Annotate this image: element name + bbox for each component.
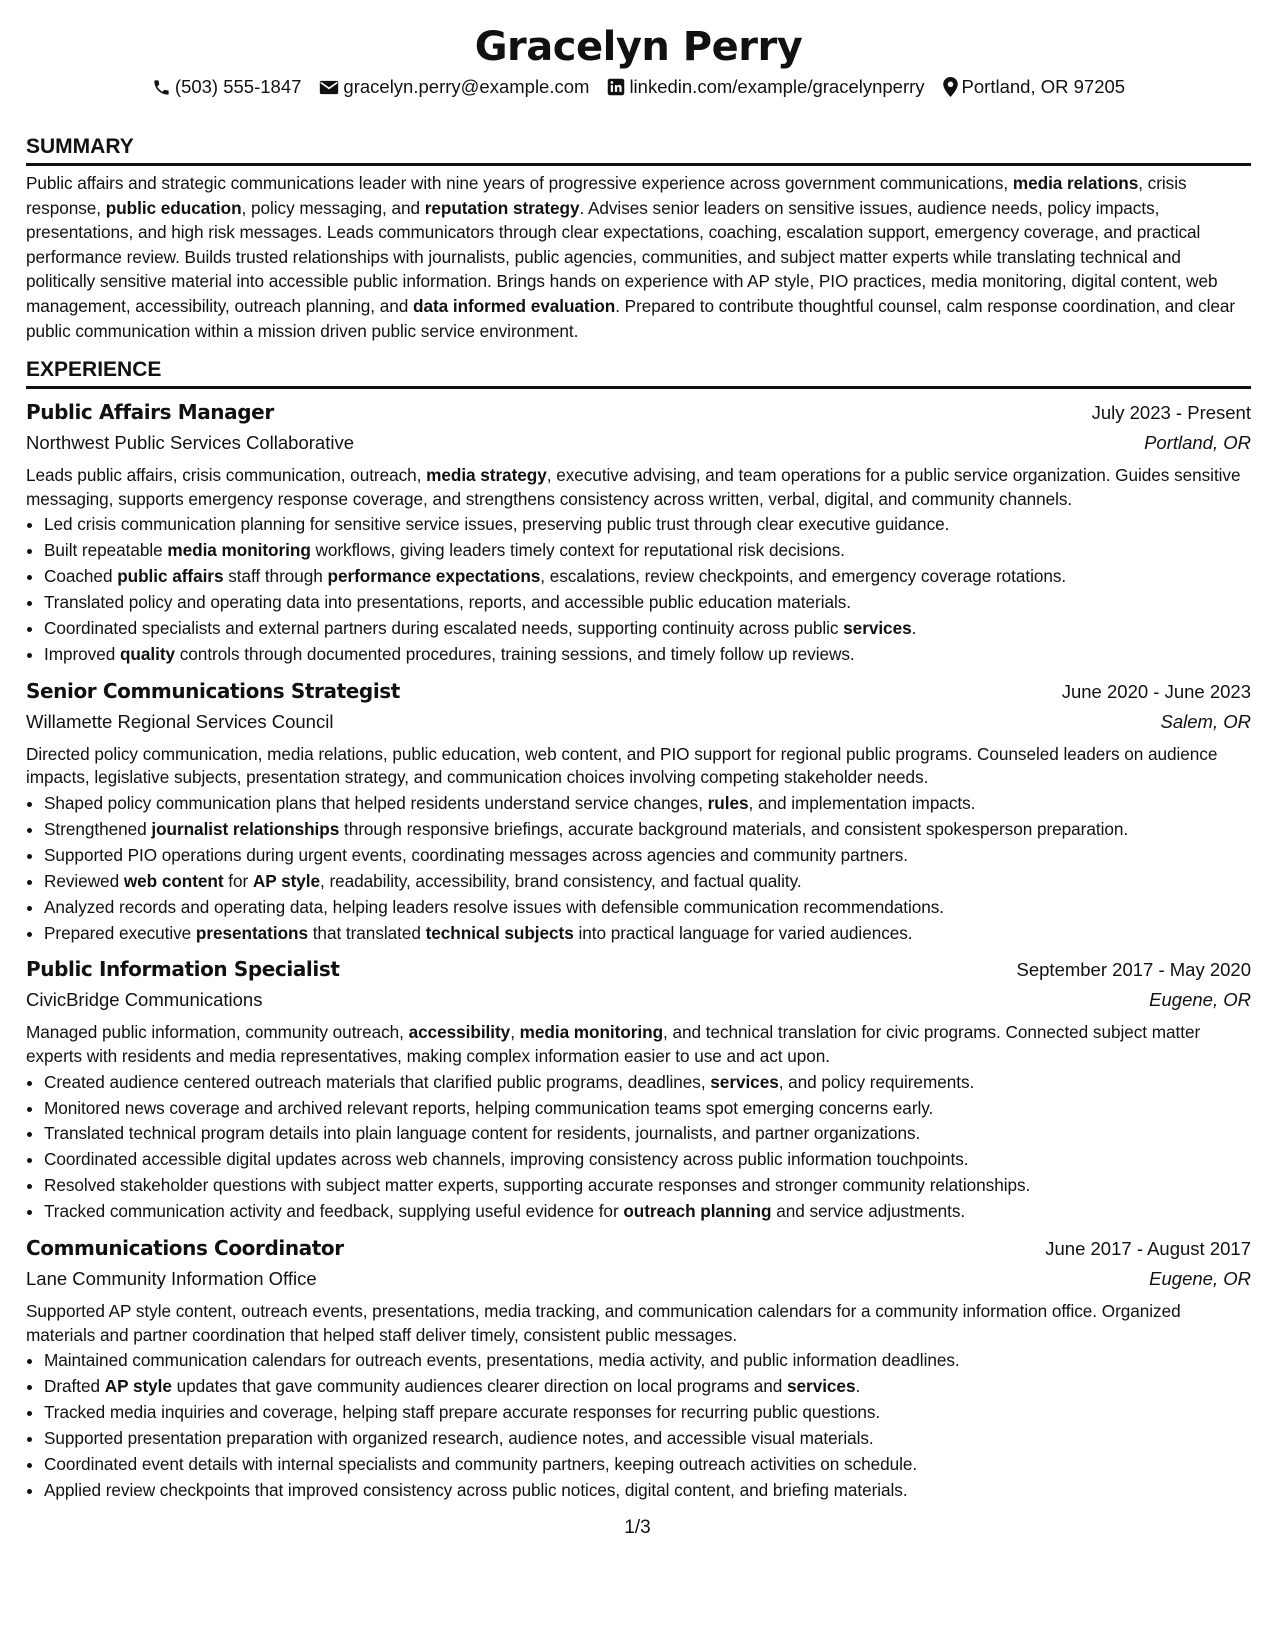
bold-keyword: accessibility xyxy=(408,1022,511,1043)
contact-location xyxy=(943,74,1126,100)
map-pin-icon xyxy=(943,77,958,97)
bold-keyword: data informed evaluation xyxy=(413,295,616,316)
bold-keyword: media relations xyxy=(1012,173,1139,193)
bullet-item: • Resolved stakeholder questions with subject matter experts, supporting accurate responses and stronger community relationships. xyxy=(44,1173,1251,1199)
bold-keyword: services xyxy=(843,617,912,638)
summary-heading: SUMMARY xyxy=(26,134,1251,166)
bold-keyword: AP style xyxy=(252,870,321,891)
bold-keyword: outreach planning xyxy=(623,1201,772,1222)
bold-keyword: presentations xyxy=(195,922,308,943)
bold-keyword: reputation strategy xyxy=(424,197,580,218)
bold-keyword: rules xyxy=(707,792,749,813)
bullet-item: • Built repeatable media monitoring workflows, giving leaders timely context for reputational risk decisions. xyxy=(44,538,1251,564)
job-description: Directed policy communication, media relations, public education, web content, and PIO support for regional public programs. Counseled leaders on audience impacts, legislative subjects, presentation strategy, and communication choices involving competing stakeholder needs. xyxy=(26,743,1218,788)
job-bullets xyxy=(26,791,1251,946)
bold-keyword: media monitoring xyxy=(519,1022,664,1043)
experience-section xyxy=(26,357,1251,1504)
contact-bar xyxy=(26,74,1251,100)
bullet-item: • Applied review checkpoints that improved consistency across public notices, digital content, and briefing materials. xyxy=(44,1478,1251,1504)
resume-page xyxy=(26,20,1251,1504)
job-bullets xyxy=(26,1070,1251,1225)
job-location: Portland, OR xyxy=(1144,432,1251,454)
job-organization: Lane Community Information Office xyxy=(26,1268,317,1290)
job-entry xyxy=(26,1233,1251,1504)
job-dates: July 2023 - Present xyxy=(1091,402,1251,424)
bullet-item: • Strengthened journalist relationships through responsive briefings, accurate background materials, and consistent spokesperson preparation. xyxy=(44,817,1251,843)
bullet-item: • Supported presentation preparation with organized research, audience notes, and accessible visual materials. xyxy=(44,1426,1251,1452)
bold-keyword: media strategy xyxy=(426,465,547,486)
job-location: Eugene, OR xyxy=(1149,989,1251,1011)
email-address[interactable]: gracelyn.perry@example.com xyxy=(343,76,590,97)
bold-keyword: web content xyxy=(123,870,224,891)
bold-keyword: services xyxy=(710,1071,779,1092)
bullet-item: • Maintained communication calendars for outreach events, presentations, media activity, and public information deadlines. xyxy=(44,1348,1251,1374)
bullet-item: • Coordinated specialists and external partners during escalated needs, supporting continuity across public services. xyxy=(44,616,1251,642)
job-description: Supported AP style content, outreach events, presentations, media tracking, and communication calendars for a community information office. Organized materials and partner coordination that helped staff deliver timely, consistent public messages. xyxy=(26,1301,1181,1345)
job-description: Leads public affairs, crisis communication, outreach, media strategy, executive advising, and team operations for a public service organization. Guides sensitive messaging, supports emergency response coverage, and strengthens consistency across written, verbal, digital, and community channels. xyxy=(26,465,1241,509)
job-entry xyxy=(26,397,1251,668)
bold-keyword: services xyxy=(787,1376,856,1397)
summary-text: Public affairs and strategic communications leader with nine years of progressive experience across government communications, media relations, crisis response, public education, policy messaging, and reputation strategy. Advises senior leaders on sensitive issues, audience needs, policy impacts, presentations, and high risk messages. Leads communicators through clear expectations, coaching, escalation support, emergency coverage, and practical performance review. Builds trusted relationships with journalists, public agencies, communities, and subject matter experts while translating technical and politically sensitive material into accessible public information. Brings hands on experience with AP style, PIO practices, media monitoring, digital content, web management, accessibility, outreach planning, and data informed evaluation. Prepared to contribute thoughtful counsel, calm response coordination, and clear public communication within a mission driven public service environment. xyxy=(26,173,1236,341)
bold-keyword: quality xyxy=(119,643,176,664)
envelope-icon xyxy=(319,79,339,96)
bold-keyword: AP style xyxy=(104,1376,172,1397)
job-location: Salem, OR xyxy=(1160,710,1251,732)
job-organization: Willamette Regional Services Council xyxy=(26,710,334,732)
bullet-item: • Led crisis communication planning for sensitive service issues, preserving public trust through clear executive guidance. xyxy=(44,512,1251,538)
job-title: Senior Communications Strategist xyxy=(26,678,400,703)
bold-keyword: performance expectations xyxy=(327,566,541,587)
linkedin-icon xyxy=(607,78,625,96)
bold-keyword: public education xyxy=(105,197,242,218)
bold-keyword: media monitoring xyxy=(167,540,311,561)
job-dates: September 2017 - May 2020 xyxy=(1016,959,1251,981)
job-location: Eugene, OR xyxy=(1149,1268,1251,1290)
bullet-item: • Shaped policy communication plans that helped residents understand service changes, rules, and implementation impacts. xyxy=(44,791,1251,817)
job-dates: June 2017 - August 2017 xyxy=(1045,1238,1251,1260)
bullet-item: • Improved quality controls through documented procedures, training sessions, and timely follow up reviews. xyxy=(44,642,1251,668)
bullet-item: • Prepared executive presentations that translated technical subjects into practical language for varied audiences. xyxy=(44,921,1251,947)
page-number: 1/3 xyxy=(624,1517,651,1538)
bullet-item: • Tracked media inquiries and coverage, helping staff prepare accurate responses for recurring public questions. xyxy=(44,1400,1251,1426)
bullet-item: • Reviewed web content for AP style, readability, accessibility, brand consistency, and factual quality. xyxy=(44,869,1251,895)
bullet-item: • Drafted AP style updates that gave community audiences clearer direction on local programs and services. xyxy=(44,1374,1251,1400)
experience-heading: EXPERIENCE xyxy=(26,357,1251,389)
bullet-item: • Coordinated event details with internal specialists and community partners, keeping outreach activities on schedule. xyxy=(44,1452,1251,1478)
bold-keyword: public affairs xyxy=(117,566,224,587)
job-title: Public Affairs Manager xyxy=(26,400,274,425)
bullet-item: • Supported PIO operations during urgent events, coordinating messages across agencies and community partners. xyxy=(44,843,1251,869)
contact-email xyxy=(319,74,589,100)
linkedin-url[interactable]: linkedin.com/example/gracelynperry xyxy=(629,76,925,97)
job-organization: CivicBridge Communications xyxy=(26,989,263,1011)
bullet-item: • Created audience centered outreach materials that clarified public programs, deadlines, services, and policy requirements. xyxy=(44,1070,1251,1096)
job-dates: June 2020 - June 2023 xyxy=(1061,680,1251,702)
job-title: Public Information Specialist xyxy=(26,957,340,982)
contact-linkedin xyxy=(607,74,924,100)
job-title: Communications Coordinator xyxy=(26,1236,344,1261)
contact-phone xyxy=(152,74,302,100)
phone-icon xyxy=(152,78,171,97)
location-text: Portland, OR 97205 xyxy=(961,76,1126,97)
bullet-item: • Analyzed records and operating data, helping leaders resolve issues with defensible communication recommendations. xyxy=(44,895,1251,921)
job-entry xyxy=(26,676,1251,947)
job-organization: Northwest Public Services Collaborative xyxy=(26,432,354,454)
bold-keyword: technical subjects xyxy=(425,922,574,943)
job-bullets xyxy=(26,512,1251,667)
phone-number[interactable]: (503) 555-1847 xyxy=(174,76,302,97)
job-entry xyxy=(26,954,1251,1225)
bullet-item: • Translated policy and operating data into presentations, reports, and accessible public education materials. xyxy=(44,590,1251,616)
job-description: Managed public information, community outreach, accessibility, media monitoring, and technical translation for civic programs. Connected subject matter experts with residents and media representatives, making complex information easier to use and act upon. xyxy=(26,1022,1201,1066)
bold-keyword: journalist relationships xyxy=(151,818,340,839)
bullet-item: • Tracked communication activity and feedback, supplying useful evidence for outreach planning and service adjustments. xyxy=(44,1199,1251,1225)
summary-section xyxy=(26,134,1251,343)
job-bullets xyxy=(26,1348,1251,1503)
candidate-name: Gracelyn Perry xyxy=(474,24,803,70)
bullet-item: • Coached public affairs staff through performance expectations, escalations, review checkpoints, and emergency coverage rotations. xyxy=(44,564,1251,590)
bullet-item: • Monitored news coverage and archived relevant reports, helping communication teams spot emerging concerns early. xyxy=(44,1096,1251,1122)
bullet-item: • Coordinated accessible digital updates across web channels, improving consistency across public information touchpoints. xyxy=(44,1147,1251,1173)
bullet-item: • Translated technical program details into plain language content for residents, journalists, and partner organizations. xyxy=(44,1121,1251,1147)
